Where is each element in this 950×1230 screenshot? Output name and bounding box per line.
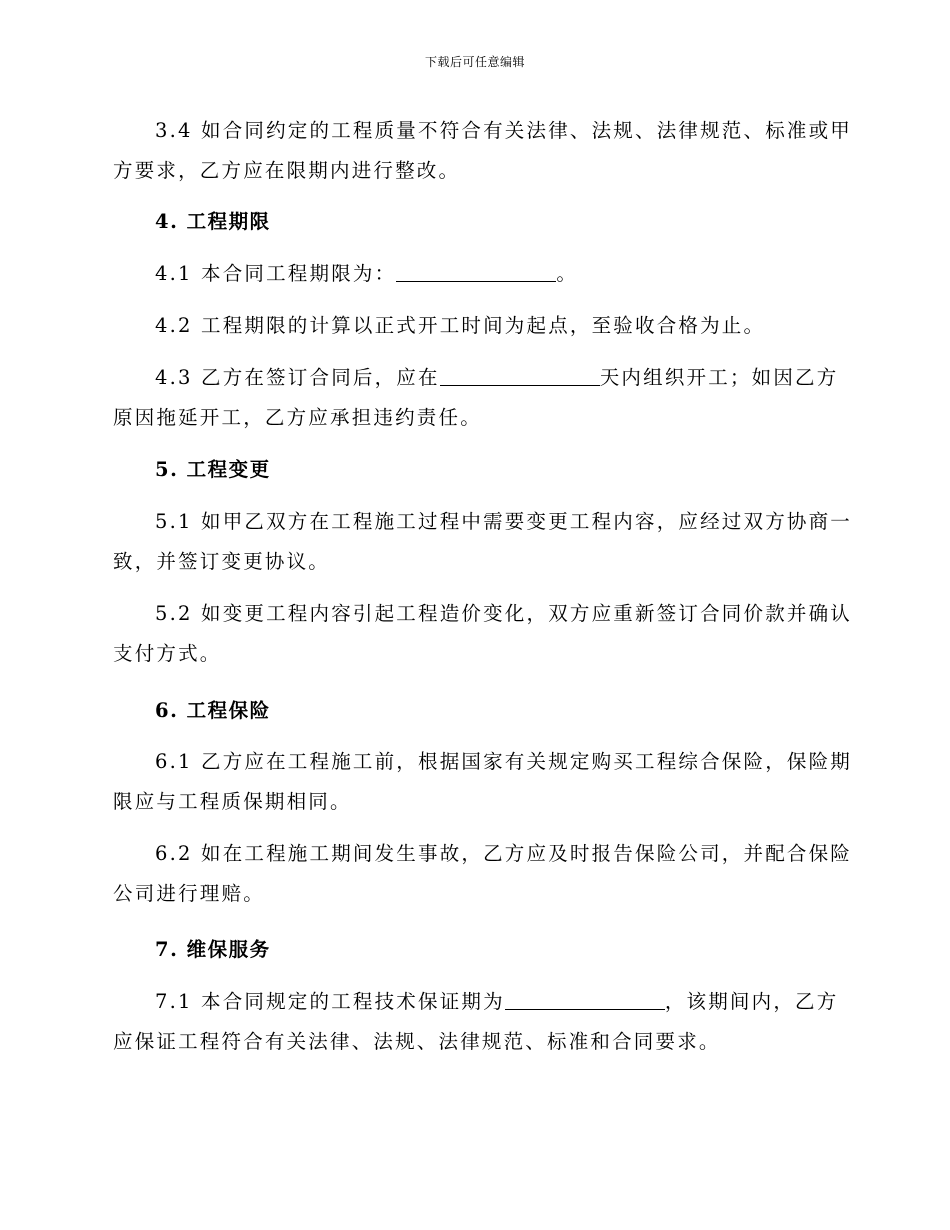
clause-7-1-text-pre: 7.1 本合同规定的工程技术保证期为 [155, 990, 505, 1013]
clause-6-1-line-2: 限应与工程质保期相同。 [113, 790, 352, 813]
clause-4-1 [155, 261, 838, 287]
duration-blank-field[interactable] [396, 263, 556, 282]
clause-4-3-line-1 [155, 365, 838, 391]
clause-4-1-text: 4.1 本合同工程期限为： [155, 262, 397, 285]
clause-6-1-line-1: 6.1 乙方应在工程施工前，根据国家有关规定购买工程综合保险，保险期 [155, 750, 853, 773]
clause-7-1-line-2: 应保证工程符合有关法律、法规、法律规范、标准和合同要求。 [113, 1030, 721, 1053]
start-days-blank-field[interactable] [440, 367, 600, 386]
clause-5-2-line-2: 支付方式。 [113, 642, 222, 665]
clause-6-2-line-1: 6.2 如在工程施工期间发生事故，乙方应及时报告保险公司，并配合保险 [155, 842, 853, 865]
section-heading-6: 6. 工程保险 [155, 699, 271, 722]
warranty-period-blank-field[interactable] [505, 991, 665, 1010]
section-heading-4: 4. 工程期限 [155, 210, 271, 233]
clause-7-1-text-post: ，该期间内，乙方 [664, 990, 839, 1013]
clause-7-1-line-1 [155, 989, 838, 1015]
section-heading-7: 7. 维保服务 [155, 938, 271, 961]
clause-5-2-line-1: 5.2 如变更工程内容引起工程造价变化，双方应重新签订合同价款并确认 [155, 602, 853, 625]
page-header-note: 下载后可任意编辑 [424, 55, 525, 69]
section-heading-5: 5. 工程变更 [155, 458, 271, 481]
clause-4-3-line-2: 原因拖延开工，乙方应承担违约责任。 [113, 406, 482, 429]
clause-5-1-line-1: 5.1 如甲乙双方在工程施工过程中需要变更工程内容，应经过双方协商一 [155, 510, 853, 533]
clause-3-4-line-2: 方要求，乙方应在限期内进行整改。 [113, 159, 461, 182]
clause-4-1-end: 。 [556, 262, 579, 285]
clause-5-1-line-2: 致，并签订变更协议。 [113, 550, 331, 573]
clause-4-3-text-pre: 4.3 乙方在签订合同后，应在 [155, 366, 440, 389]
clause-6-2-line-2: 公司进行理赔。 [113, 882, 265, 905]
clause-4-2: 4.2 工程期限的计算以正式开工时间为起点，至验收合格为止。 [155, 314, 766, 337]
clause-3-4-line-1: 3.4 如合同约定的工程质量不符合有关法律、法规、法律规范、标准或甲 [155, 119, 853, 142]
clause-4-3-text-post: 天内组织开工；如因乙方 [599, 366, 839, 389]
